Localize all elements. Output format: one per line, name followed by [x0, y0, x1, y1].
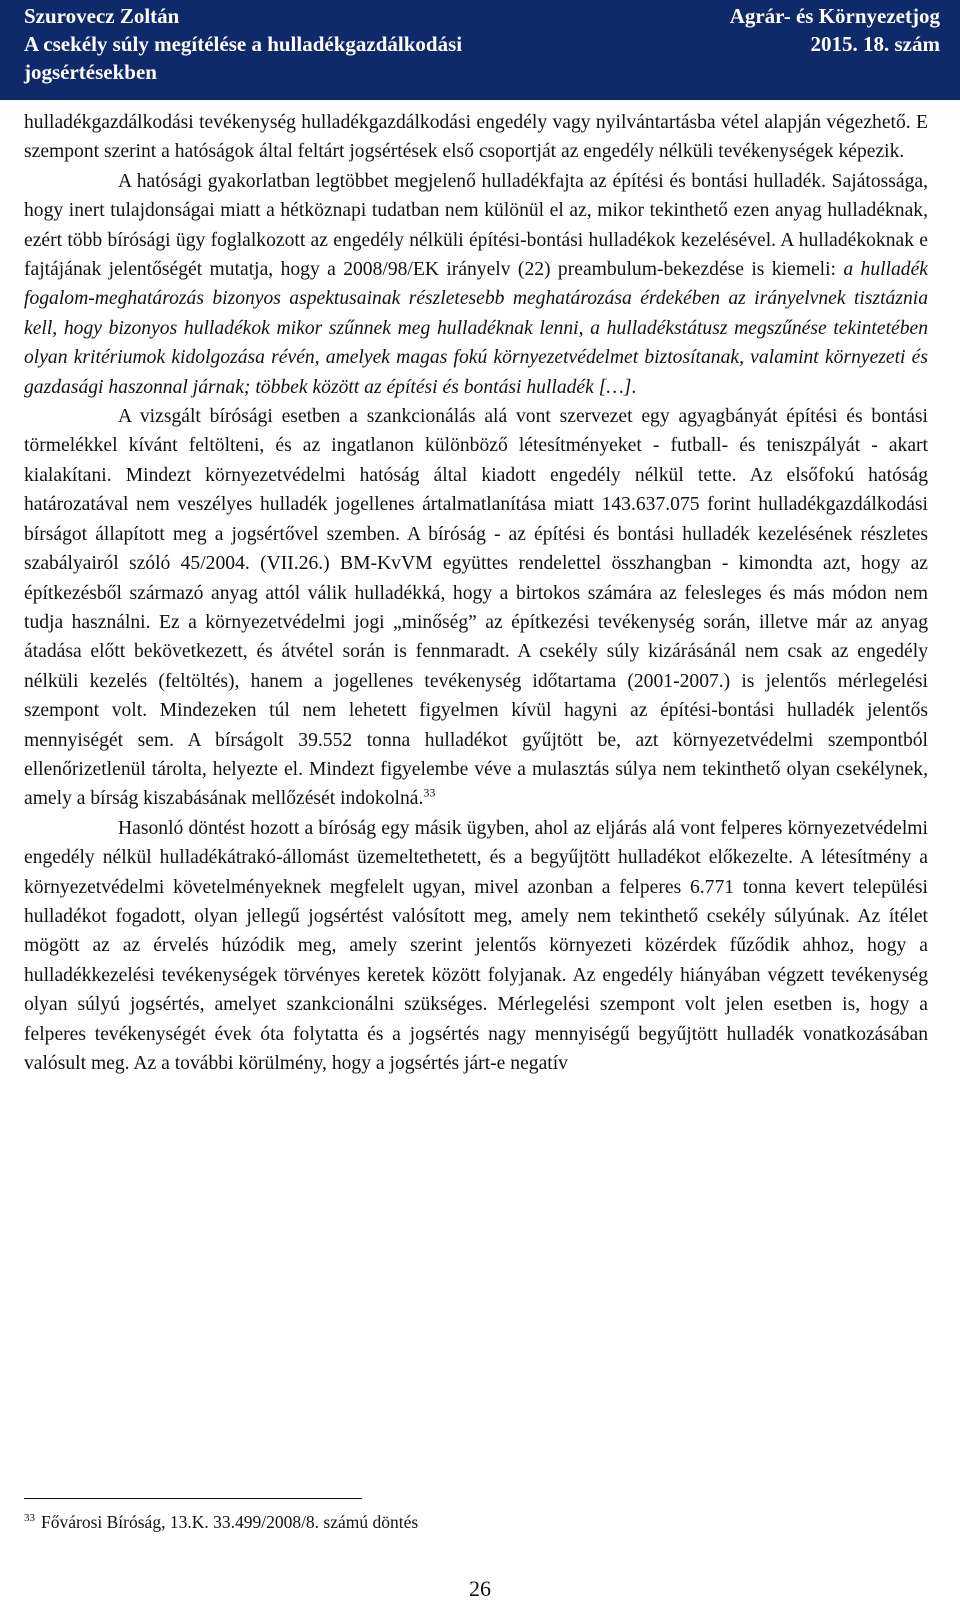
footnote-separator [24, 1498, 362, 1499]
paragraph-2 [24, 167, 928, 402]
header-left [24, 2, 624, 86]
paragraph-2-text: A hatósági gyakorlatban legtöbbet megjelenő hulladékfajta az építési és bontási hulladék. Sajátossága, hogy inert tulajdonságai miatt a hétköznapi tudatban nem különül el az, mikor tekinthető ezen anyag hulladéknak, ezért több bírósági ügy foglalkozott az engedély nélküli építési-bontási hulladékok kezelésével. A hulladékoknak e fajtájának jelentőségét mutatja, hogy a 2008/98/EK irányelv (22) preambulum-bekezdése is kiemeli: [24, 170, 928, 281]
header-issue: 2015. 18. szám [810, 32, 940, 56]
paragraph-1: hulladékgazdálkodási tevékenység hulladékgazdálkodási engedély vagy nyilvántartásba vétel alapján végezhető. E szempont szerint a hatóságok által feltárt jogsértések első csoportját az engedély nélküli tevékenységek képezik. [24, 112, 928, 163]
footnote-text: Fővárosi Bíróság, 13.K. 33.499/2008/8. számú döntés [41, 1512, 419, 1532]
page-body [24, 108, 928, 1078]
footnote-number: 33 [24, 1512, 35, 1525]
paragraph-4: Hasonló döntést hozott a bíróság egy másik ügyben, ahol az eljárás alá vont felperes környezetvédelmi engedély nélkül hulladékátrakó-állomást üzemeltethetett, és a begyűjtött hulladékot előkezelte. A létesítmény a környezetvédelmi követelményeknek megfelelt ugyan, mivel azonban a felperes 6.771 tonna kevert települési hulladékot fogadott, olyan jellegű jogsértést valósított meg, amely nem tekinthető csekély súlyúnak. Az ítélet mögött az az érvelés húzódik meg, amely szerint jelentős környezeti közérdek fűződik ahhoz, hogy a hulladékkezelési tevékenységek törvényes keretek között folyjanak. Az engedély hiányában végzett tevékenység olyan súlyú jogsértés, amelyet szankcionálni szükséges. Mérlegelési szempont volt jelen esetben is, hogy a felperes tevékenységét évek óta folytatta és a jogsértés nagy mennyiségű begyűjtött hulladék vonatkozásában valósult meg. Az a további körülmény, hogy a jogsértés járt-e negatív [24, 817, 928, 1074]
header-author: Szurovecz Zoltán [24, 4, 180, 28]
footnote [24, 1510, 904, 1534]
footnote-reference[interactable]: 33 [423, 785, 436, 800]
paragraph-3 [24, 402, 928, 814]
header-journal: Agrár- és Környezetjog [729, 4, 940, 28]
page-number: 26 [469, 1576, 491, 1601]
paragraph-3-text: A vizsgált bírósági esetben a szankcionálás alá vont szervezet egy agyagbányát építési és bontási törmelékkel kívánt feltölteni, és az ingatlanon különböző létesítményeket - futball- és teniszpályát - akart kialakítani. Mindezt környezetvédelmi hatóság által kiadott engedély nélkül tette. Az elsőfokú hatóság határozatával nem veszélyes hulladék jogellenes ártalmatlanítása miatt 143.637.075 forint hulladékgazdálkodási bírságot állapított meg a jogsértővel szemben. A bíróság - az építési és bontási hulladék kezelésének részletes szabályairól szóló 45/2004. (VII.26.) BM-KvVM együttes rendelettel összhangban - kimondta azt, hogy az építkezésből származó anyag attól válik hulladékká, hogy a birtokos számára az felesleges és más módon nem tudja használni. Ez a környezetvédelmi jogi „minőség” az építkezési tevékenység során, illetve már az anyag átadása előtt bekövetkezett, és átvétel során is fennmaradt. A csekély súly kizárásánál nem csak az engedély nélküli kezelés (feltöltés), hanem a jogellenes tevékenység időtartama (2001-2007.) is jelentős mérlegelési szempont volt. Mindezeken túl nem lehetett figyelmen kívül hagyni az építési-bontási hulladék jelentős mennyiségét sem. A bírságolt 39.552 tonna hulladékot gyűjtött be, azt környezetvédelmi szempontból ellenőrizetlenül tárolta, helyezte el. Mindezt figyelembe véve a mulasztás súlya nem tekinthető olyan csekélynek, amely a bírság kiszabásának mellőzését indokolná. [24, 406, 928, 810]
directive-quote: a hulladék fogalom-meghatározás bizonyos aspektusainak részletesebb meghatározása érdekében az irányelvnek tisztáznia kell, hogy bizonyos hulladékok mikor szűnnek meg hulladéknak lenni, a hulladékstátusz megszűnése tekintetében olyan kritériumok kidolgozása révén, amelyek magas fokú környezetvédelmet biztosítanak, valamint környezeti és gazdasági haszonnal járnak; többek között az építési és bontási hulladék […] [24, 259, 928, 398]
header-article-title-line1: A csekély súly megítélése a hulladékgazdálkodási [24, 32, 463, 56]
running-header [0, 0, 960, 100]
header-article-title-line2: jogsértésekben [24, 60, 157, 84]
paragraph-2-end: . [631, 376, 637, 398]
header-right [620, 2, 940, 58]
